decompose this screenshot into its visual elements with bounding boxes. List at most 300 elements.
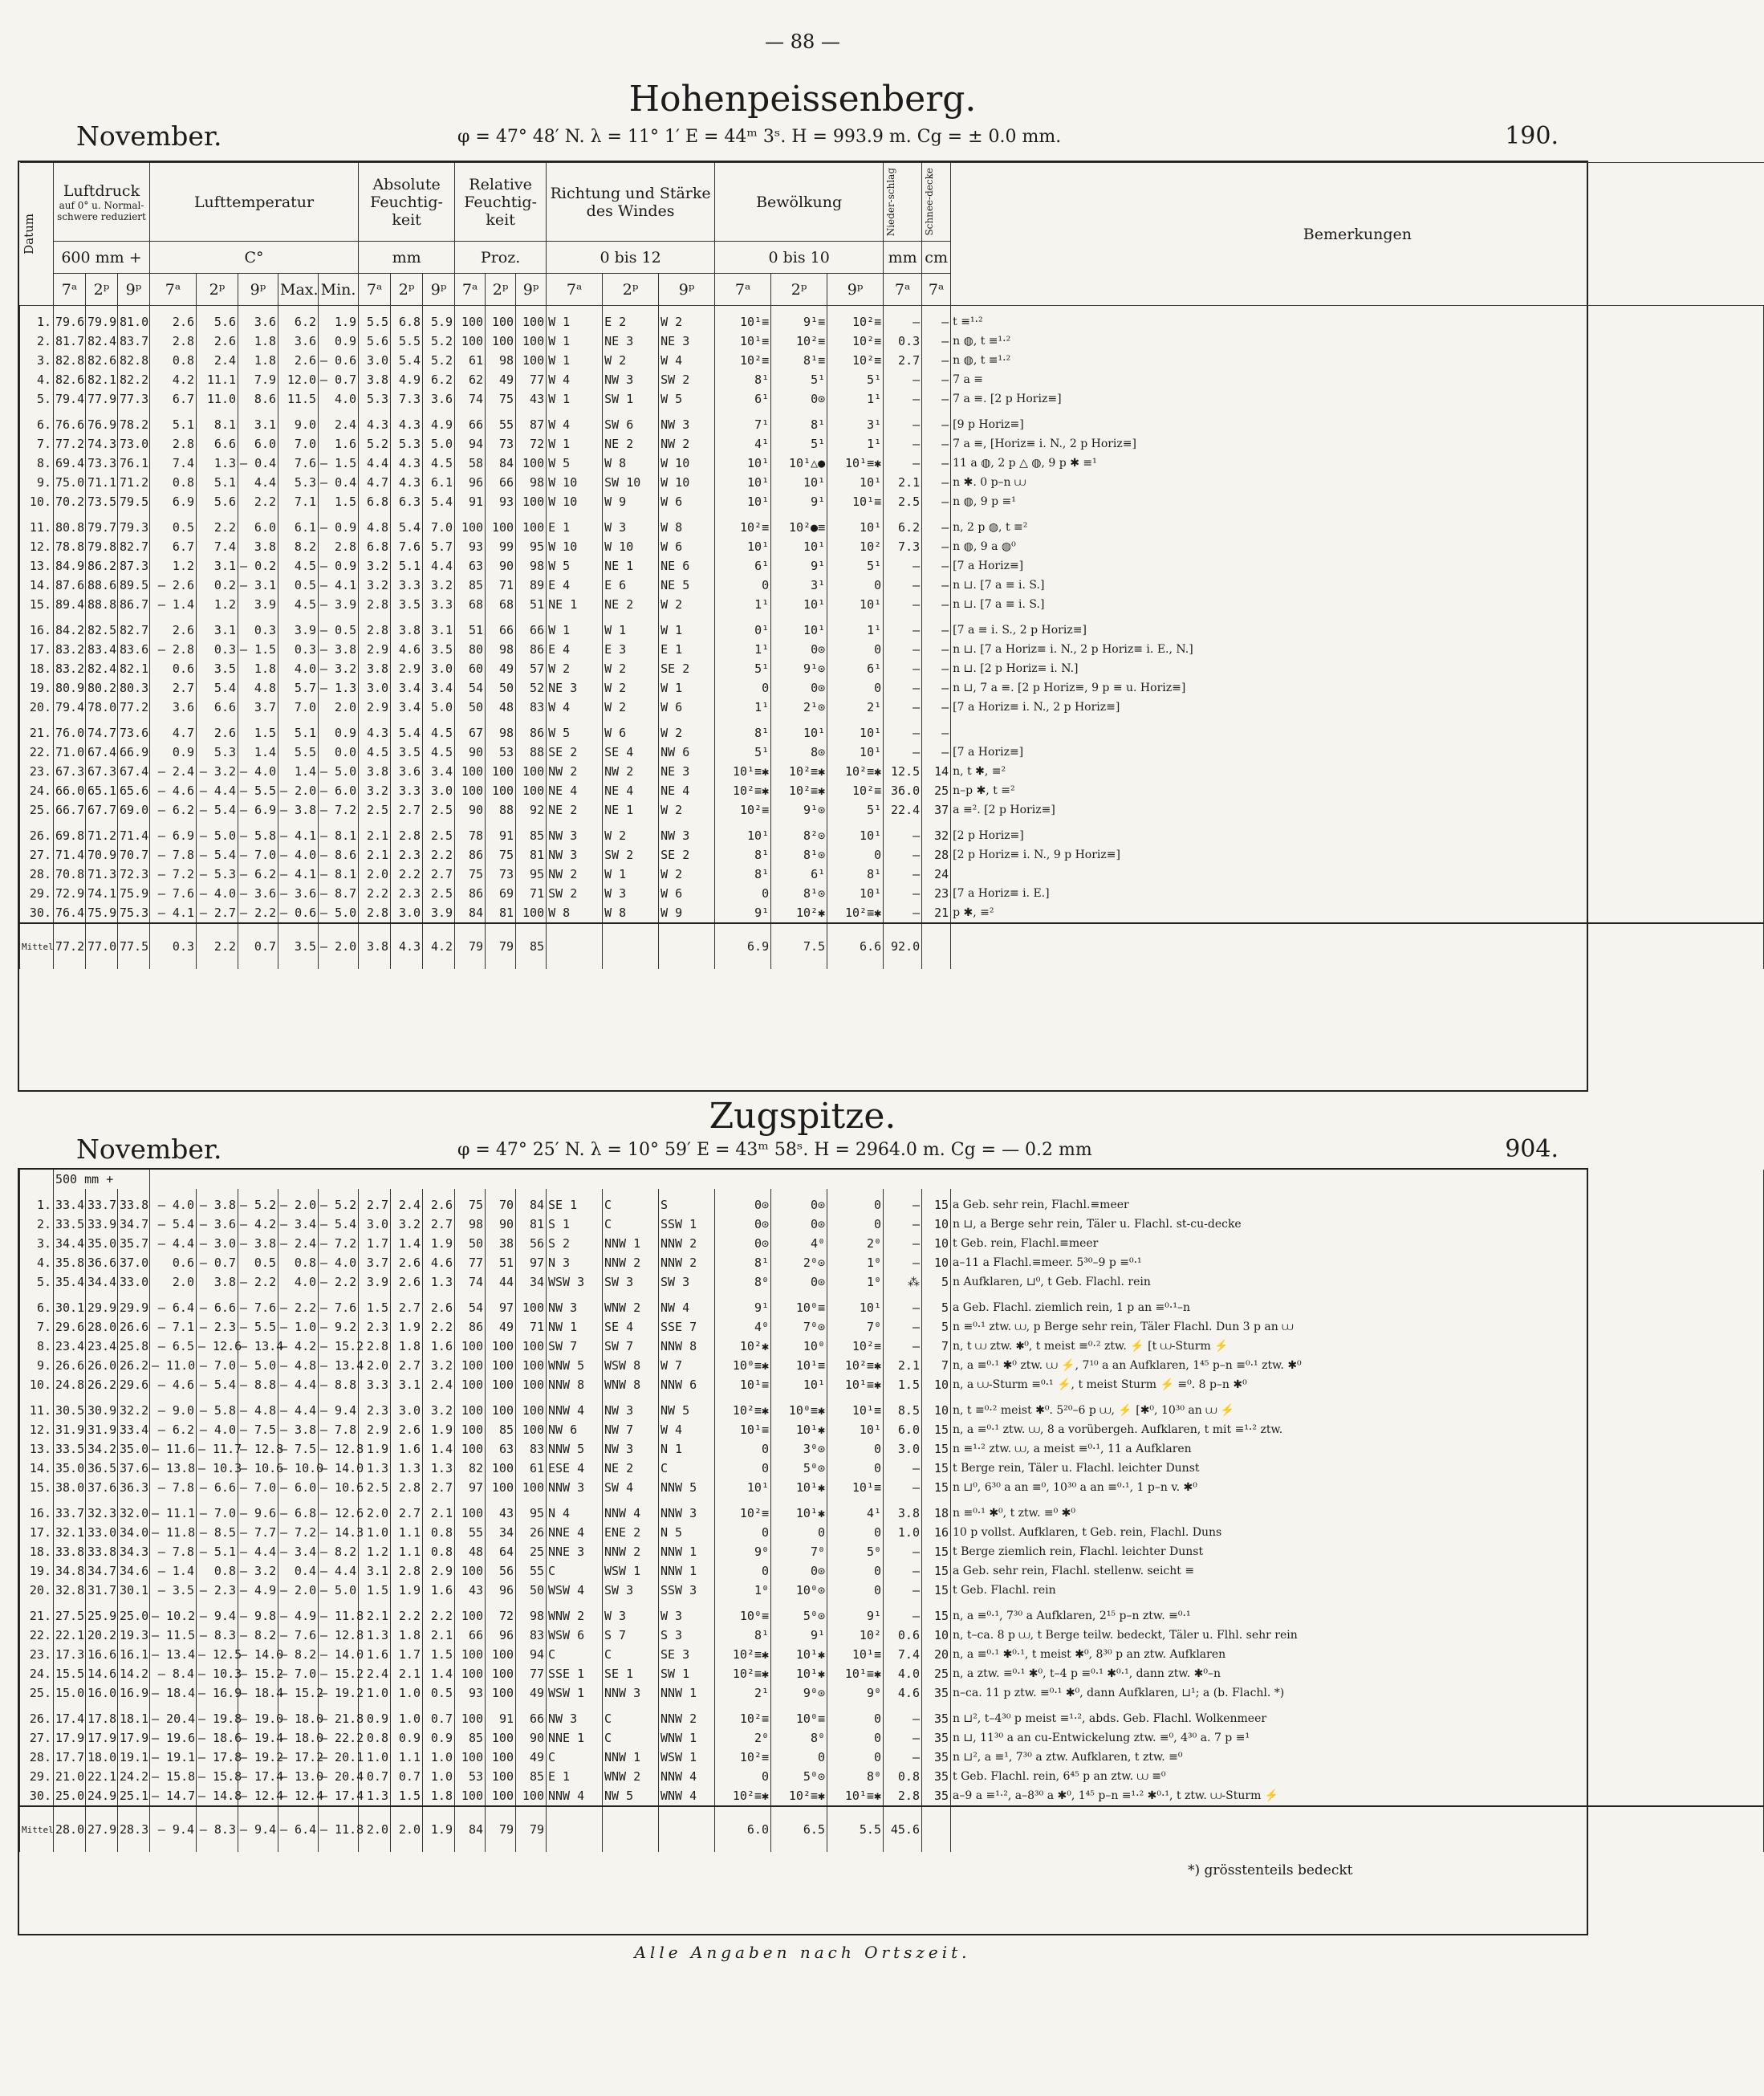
table-cell: 1.5 [238,717,278,743]
table-cell: 33.5 [54,1215,86,1234]
table-cell: 1.3 [359,1459,391,1478]
table-cell: 0.6 [150,1253,197,1272]
table-cell: 82.4 [86,332,118,351]
table-cell: 4.5 [423,743,455,762]
table-cell: 100 [486,1375,516,1394]
table-cell: E 6 [603,576,659,595]
table-cell: – 5.0 [319,1581,359,1600]
table-cell: 11.1 [197,370,238,389]
table-cell: 28.0 [86,1317,118,1337]
table-cell: 10⁰≡ [771,1703,827,1728]
table-cell: 1.5 [359,1581,391,1600]
table-cell: 93 [455,1683,486,1703]
table-cell: 35.8 [54,1253,86,1272]
table-cell: W 1 [547,614,603,640]
table-cell: – 2.7 [197,903,238,923]
table-cell: SW 3 [659,1272,715,1292]
table-cell: W 2 [659,595,715,614]
table-cell: 4.0 [319,389,359,409]
table-cell: 2.4 [359,1664,391,1683]
table-cell: 71 [516,884,547,903]
table-cell: 32.1 [54,1523,86,1542]
mean-cell [951,1806,1764,1852]
table-cell: – 10.3 [197,1664,238,1683]
table-row [20,1786,1764,1806]
table-cell: 31.9 [86,1420,118,1439]
table-cell: 83 [516,1626,547,1645]
table-cell: 5.1 [150,409,197,434]
table-cell: 2.7 [423,865,455,884]
table-cell: – 7.2 [319,1234,359,1253]
table-cell: 65.6 [118,781,150,800]
table-cell: 10 [922,1626,951,1645]
table-cell: 72 [516,434,547,454]
table-cell: – 2.2 [319,1272,359,1292]
table-cell: 30.1 [118,1581,150,1600]
table-cell: 54 [455,678,486,698]
table-cell: NNW 2 [659,1703,715,1728]
table-row [20,473,1764,492]
table-cell: 4.2 [150,370,197,389]
table-cell: 82.1 [86,370,118,389]
table-cell: W 10 [547,537,603,556]
table-cell: 10 [922,1234,951,1253]
table-cell: 8¹⊙ [771,845,827,865]
table-cell: 4.5 [423,454,455,473]
row-date: 15. [20,1478,54,1497]
table-cell: 66.0 [54,781,86,800]
table-cell: 3.4 [391,698,423,717]
table-cell: NW 3 [547,845,603,865]
table-cell: – 13.4 [150,1645,197,1664]
table-cell: – [922,595,951,614]
table-cell: 5.9 [423,306,455,332]
row-date: 21. [20,1600,54,1626]
table-cell: 8¹ [715,845,771,865]
table-cell: 0 [827,1561,884,1581]
table-cell: 61 [516,1459,547,1478]
table-cell: – 7.0 [278,1664,319,1683]
table-cell: 80.8 [54,511,86,537]
row-remark: n–p ✱, t ≡² [951,781,1764,800]
table-cell: 8¹⊙ [771,884,827,903]
table-cell: W 2 [603,698,659,717]
table-cell: W 5 [547,454,603,473]
table-cell: 5.2 [359,434,391,454]
table-cell: 76.9 [86,409,118,434]
table-cell: 2.6 [423,1189,455,1215]
mean-cell: 6.0 [715,1806,771,1852]
table-cell: W 6 [659,698,715,717]
table-row [20,1394,1764,1420]
table-cell: 1¹ [715,698,771,717]
table-cell: 2.9 [359,1420,391,1439]
table-cell: – 5.2 [238,1189,278,1215]
table-cell: 0 [715,1523,771,1542]
row-remark: t Berge ziemlich rein, Flachl. leichter Dunst [951,1542,1764,1561]
table-cell: 1⁰ [715,1581,771,1600]
table-cell: – 19.2 [319,1683,359,1703]
table-cell: 0⊙ [771,1272,827,1292]
table-cell: 11.0 [197,389,238,409]
table-cell: 2.1 [884,473,922,492]
table-cell: – 18.4 [150,1683,197,1703]
table-cell: 90 [516,1728,547,1748]
table-cell: 74 [455,389,486,409]
table-cell: NW 6 [547,1420,603,1439]
table-cell: 4¹ [827,1497,884,1523]
table-cell: 10²≡ [827,1337,884,1356]
table-cell: 1.8 [423,1786,455,1806]
table-cell: SW 7 [547,1337,603,1356]
table-cell: 85 [516,820,547,845]
table-cell: 29.6 [54,1317,86,1337]
table-cell: – [884,389,922,409]
table-cell: W 1 [547,389,603,409]
table-cell: SSW 3 [659,1581,715,1600]
table-cell: 17.4 [54,1703,86,1728]
table-cell: – 5.1 [197,1542,238,1561]
table-cell: 2⁰⊙ [771,1253,827,1272]
table-cell: 3.0 [423,659,455,678]
row-remark: 10 p vollst. Aufklaren, t Geb. rein, Flachl. Duns [951,1523,1764,1542]
table-cell: 33.8 [86,1542,118,1561]
table-cell: – [884,409,922,434]
row-date: 5. [20,1272,54,1292]
row-remark: n ⊔², a ≡¹, 7³⁰ a ztw. Aufklaren, t ztw. ≡⁰ [951,1748,1764,1767]
row-date: 3. [20,1234,54,1253]
row-remark: [2 p Horiz≡ i. N., 9 p Horiz≡] [951,845,1764,865]
table-cell: 17.3 [54,1645,86,1664]
table-cell: 96 [486,1581,516,1600]
row-remark: n ✱. 0 p–n ⩊ [951,473,1764,492]
table-cell: 35.7 [118,1234,150,1253]
table-cell: – 4.4 [150,1234,197,1253]
table-cell: 15.5 [54,1664,86,1683]
table-cell: 74 [455,1272,486,1292]
table-cell: 10 [922,1394,951,1420]
mean-cell: 79 [455,923,486,969]
table-cell: 1.6 [319,434,359,454]
table-cell: NE 4 [547,781,603,800]
row-date: 2. [20,1215,54,1234]
table-cell: SE 1 [603,1664,659,1683]
table-cell: 3.0 [359,678,391,698]
table-row [20,351,1764,370]
table-cell: W 2 [603,659,659,678]
table-cell: 1.9 [423,1234,455,1253]
row-date: 16. [20,614,54,640]
table-cell: 10⁰≡✱ [715,1356,771,1375]
table-cell: 84.2 [54,614,86,640]
table-cell: – [884,1189,922,1215]
mean-cell [951,923,1764,969]
table-cell: 6¹ [827,659,884,678]
table-cell: 0 [827,1215,884,1234]
table-cell: 5⁰⊙ [771,1459,827,1478]
table-cell: 15.0 [54,1683,86,1703]
table-cell: W 2 [603,820,659,845]
row-remark [951,865,1764,884]
table-cell: – [884,1581,922,1600]
table-cell: 100 [486,1337,516,1356]
row-date: 23. [20,1645,54,1664]
table-cell: 7 [922,1337,951,1356]
table-cell: 25 [922,1664,951,1683]
table-cell: 4.3 [391,473,423,492]
table-cell: 26 [516,1523,547,1542]
table-cell: 72 [486,1600,516,1626]
table-cell: 100 [486,1356,516,1375]
table-cell: – 7.0 [238,845,278,865]
table-cell: WSW 8 [603,1356,659,1375]
table-cell: – [922,659,951,678]
table-cell: 3.0 [391,903,423,923]
row-date: 27. [20,845,54,865]
table-cell: 71.0 [54,743,86,762]
table-cell: 16.9 [118,1683,150,1703]
table-cell: 100 [486,1394,516,1420]
table-cell: – 7.5 [238,1420,278,1439]
table-cell: 34.3 [118,1542,150,1561]
table-cell: NW 6 [659,743,715,762]
mean-cell: 92.0 [884,923,922,969]
table-cell: 66 [486,473,516,492]
table-cell: 86 [455,884,486,903]
table-cell: 3.2 [423,1394,455,1420]
table-row [20,332,1764,351]
mean-cell: – 2.0 [319,923,359,969]
table-cell: 16.1 [118,1645,150,1664]
table-cell: 2.3 [359,1394,391,1420]
table-cell: 10²≡✱ [827,1356,884,1375]
table-cell: – 1.5 [319,454,359,473]
table-cell: 83.2 [54,659,86,678]
table-cell: – [922,537,951,556]
table-cell: C [659,1459,715,1478]
table-cell: 2.8 [359,903,391,923]
table-cell: – 19.8 [197,1703,238,1728]
table-cell: 0 [827,640,884,659]
table-cell: 43 [486,1497,516,1523]
table-cell: 18.1 [118,1703,150,1728]
table-cell: 67.4 [118,762,150,781]
table-cell: 3.8 [884,1497,922,1523]
table-cell: 85 [455,1728,486,1748]
table-cell: NW 3 [547,1292,603,1317]
table-cell: 1⁰ [827,1272,884,1292]
col-datum: Datum [20,163,54,306]
unit-rel: Proz. [455,242,547,274]
table-cell: ENE 2 [603,1523,659,1542]
table-cell: NW 2 [547,762,603,781]
table-cell: 35 [922,1786,951,1806]
table-cell: 10¹ [715,1478,771,1497]
table-cell: – 0.7 [319,370,359,389]
table-cell: 2.7 [391,800,423,820]
table-cell: 4.3 [391,454,423,473]
mean-cell: 3.5 [278,923,319,969]
mean-cell: – 11.8 [319,1806,359,1852]
table-cell: 48 [486,698,516,717]
row-remark: n, t ⩊ ztw. ✱⁰, t meist ≡⁰·² ztw. ⚡ [t ⩊-Sturm ⚡ [951,1337,1764,1356]
mean-cell: 7.5 [771,923,827,969]
table-cell: 10¹ [827,511,884,537]
table-cell: 37.6 [86,1478,118,1497]
table-cell: – 5.0 [319,762,359,781]
table-cell: – 6.2 [150,1420,197,1439]
table-cell: NNW 2 [603,1542,659,1561]
table-cell: 74.1 [86,884,118,903]
table-cell: W 1 [659,614,715,640]
table-cell: 7.0 [278,434,319,454]
table-cell: 2.6 [423,1292,455,1317]
table-cell: 97 [486,1292,516,1317]
table-cell: 31.9 [54,1420,86,1439]
table-cell: 3.1 [197,556,238,576]
table-cell: 3.5 [197,659,238,678]
table-cell: – 16.9 [197,1683,238,1703]
table-cell: 100 [486,762,516,781]
table-cell: – 0.4 [319,473,359,492]
table-cell: 6.8 [359,537,391,556]
table-cell: – [884,595,922,614]
table-cell: 2.5 [423,800,455,820]
table-cell: 3.9 [278,614,319,640]
table-cell: – 6.2 [150,800,197,820]
station-title: Hohenpeissenberg. [628,79,977,120]
table-cell: 2.6 [197,332,238,351]
mean-cell: 3.8 [359,923,391,969]
table-cell: 10²≡ [715,1703,771,1728]
row-date: 10. [20,492,54,511]
table-cell: 86 [516,640,547,659]
row-remark: n ≡⁰·¹ ztw. ⩊, p Berge sehr rein, Täler Flachl. Dun 3 p an ⩊ [951,1317,1764,1337]
mean-cell: 77.2 [54,923,86,969]
table-cell: W 2 [659,306,715,332]
table-cell: W 2 [659,717,715,743]
table-cell: – 19.0 [238,1703,278,1728]
mean-cell: 6.6 [827,923,884,969]
table-cell: 86 [516,717,547,743]
table-cell: 0 [827,1748,884,1767]
table-cell: – 2.6 [150,576,197,595]
table-cell: 99 [486,537,516,556]
table-cell: 2.6 [150,306,197,332]
table-cell: 49 [516,1683,547,1703]
table-cell: 3.6 [278,332,319,351]
table-cell: 0 [827,1728,884,1748]
table-cell: – 3.8 [278,1420,319,1439]
table-cell: 7.3 [391,389,423,409]
table-cell: 10¹≡✱ [827,454,884,473]
table-cell: 32 [922,820,951,845]
table-cell: 100 [486,1748,516,1767]
table-cell: – 2.2 [238,1272,278,1292]
table-cell: 5 [922,1317,951,1337]
table-cell: 65.1 [86,781,118,800]
table-cell: 34.0 [118,1523,150,1542]
table-cell: 33.0 [118,1272,150,1292]
table-cell: 10¹✱ [771,1478,827,1497]
table-cell: 96 [486,1626,516,1645]
table-cell: SW 2 [547,884,603,903]
table-cell: 0.7 [391,1767,423,1786]
table-cell: 38.0 [54,1478,86,1497]
table-cell: 5.4 [197,678,238,698]
table-cell: SSW 1 [659,1215,715,1234]
table-cell: 25.0 [118,1600,150,1626]
table-row [20,1523,1764,1542]
table-cell: – 14.0 [238,1645,278,1664]
table-cell: 77.2 [118,698,150,717]
table-cell: 5.6 [359,332,391,351]
table-cell: 1.4 [238,743,278,762]
table-cell: – [922,473,951,492]
row-date: 5. [20,389,54,409]
table-cell: 55 [486,409,516,434]
table-row [20,434,1764,454]
table-cell: 33.9 [86,1215,118,1234]
table-cell: – 11.6 [150,1439,197,1459]
table-cell: 4.9 [391,370,423,389]
table-cell: – 5.0 [319,903,359,923]
table-cell: – 1.5 [238,640,278,659]
table-cell: 0.3 [884,332,922,351]
table-cell: W 10 [547,492,603,511]
table-cell: 9⁰ [827,1683,884,1703]
table-cell: 0.9 [319,332,359,351]
table-cell: 2.1 [884,1356,922,1375]
table-cell: 0.6 [150,659,197,678]
table-cell: 15 [922,1439,951,1459]
table-cell: 10² [827,537,884,556]
table-cell: 17.9 [54,1728,86,1748]
table-row [20,1664,1764,1683]
table-cell: 1.4 [391,1234,423,1253]
term-header: 7ᵃ [359,274,391,306]
table-cell: 19.1 [118,1748,150,1767]
table-cell: 49 [486,659,516,678]
table-cell: 70.9 [86,845,118,865]
table-cell: 33.7 [86,1189,118,1215]
table-cell: 2.6 [391,1420,423,1439]
table-cell: 79.4 [54,389,86,409]
table-cell: – 18.6 [197,1728,238,1748]
table-cell: 0.8 [278,1253,319,1272]
row-remark: [7 a Horiz≡] [951,556,1764,576]
table-cell: – [884,1561,922,1581]
table-cell: 5.4 [423,492,455,511]
table-cell: 37.6 [118,1459,150,1478]
unit-schnee: cm [922,242,951,274]
table-cell: 25 [516,1542,547,1561]
table-cell: NE 3 [603,332,659,351]
table-cell: 8¹ [715,717,771,743]
row-remark: p ✱, ≡² [951,903,1764,923]
table-cell: 1.9 [319,306,359,332]
footnote: *) grösstenteils bedeckt [1188,1862,1353,1878]
table-cell: 80.3 [118,678,150,698]
table-cell: 50 [486,678,516,698]
table-cell: 5.1 [278,717,319,743]
term-header: 9ᵖ [659,274,715,306]
table-cell: C [547,1748,603,1767]
table-cell: 100 [455,1561,486,1581]
table-cell: 3.3 [359,1375,391,1394]
table-cell: 7.4 [150,454,197,473]
table-cell: E 1 [547,511,603,537]
